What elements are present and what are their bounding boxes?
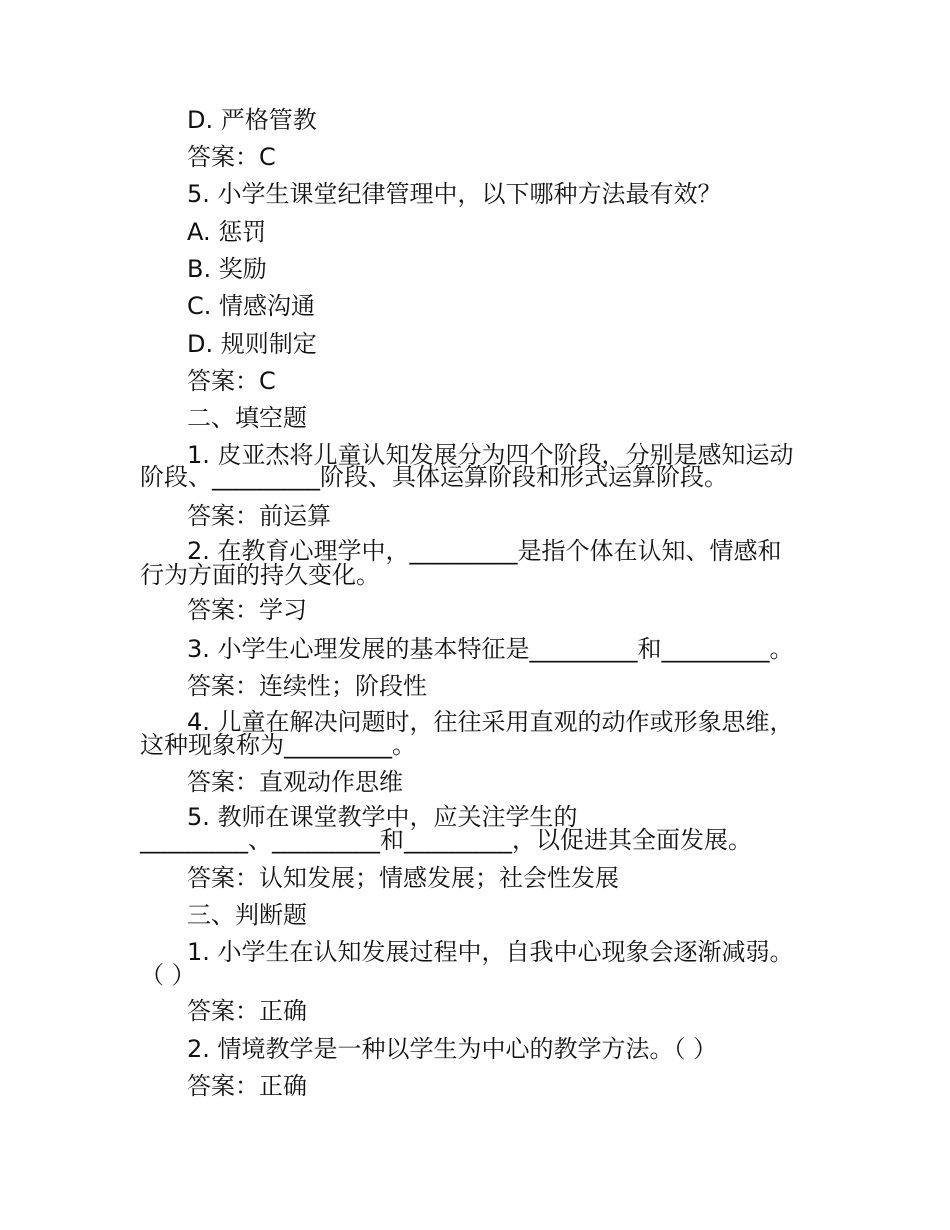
- section-heading: 二、填空题: [187, 404, 307, 432]
- answer-text: 答案：正确: [187, 1072, 307, 1100]
- answer-text: 答案：连续性；阶段性: [187, 672, 427, 700]
- answer-text: 答案：认知发展；情感发展；社会性发展: [187, 864, 619, 892]
- answer-text: 答案：直观动作思维: [187, 768, 403, 796]
- question-text: 3. 小学生心理发展的基本特征是_________和_________。: [187, 635, 794, 663]
- answer-text: 答案：C: [187, 367, 276, 395]
- question-text-continued: _________、_________和_________，以促进其全面发展。: [140, 826, 752, 854]
- answer-text: 答案：学习: [187, 596, 307, 624]
- answer-text: 答案：前运算: [187, 502, 331, 530]
- question-text: 2. 在教育心理学中，_________是指个体在认知、情感和: [187, 537, 782, 565]
- question-text-continued: （ ）: [140, 961, 196, 989]
- answer-text: 答案：C: [187, 143, 276, 171]
- answer-text: 答案：正确: [187, 997, 307, 1025]
- question-text: 1. 小学生在认知发展过程中，自我中心现象会逐渐减弱。: [187, 938, 794, 966]
- option-d-text: D. 严格管教: [187, 106, 317, 134]
- question-text: 2. 情境教学是一种以学生为中心的教学方法。（ ）: [187, 1035, 718, 1063]
- question-text-continued: 阶段、_________阶段、具体运算阶段和形式运算阶段。: [140, 463, 728, 491]
- question-text: 5. 教师在课堂教学中，应关注学生的: [187, 803, 578, 831]
- section-heading: 三、判断题: [187, 901, 307, 929]
- question-text: 1. 皮亚杰将儿童认知发展分为四个阶段，分别是感知运动: [187, 441, 794, 469]
- question-text: 5. 小学生课堂纪律管理中，以下哪种方法最有效？: [187, 180, 722, 208]
- question-text-continued: 行为方面的持久变化。: [140, 561, 380, 589]
- question-text: 4. 儿童在解决问题时，往往采用直观的动作或形象思维，: [187, 708, 794, 736]
- option-b-text: B. 奖励: [187, 255, 267, 283]
- option-d-text: D. 规则制定: [187, 330, 317, 358]
- option-c-text: C. 情感沟通: [187, 292, 316, 320]
- question-text-continued: 这种现象称为_________。: [140, 731, 416, 759]
- option-a-text: A. 惩罚: [187, 218, 267, 246]
